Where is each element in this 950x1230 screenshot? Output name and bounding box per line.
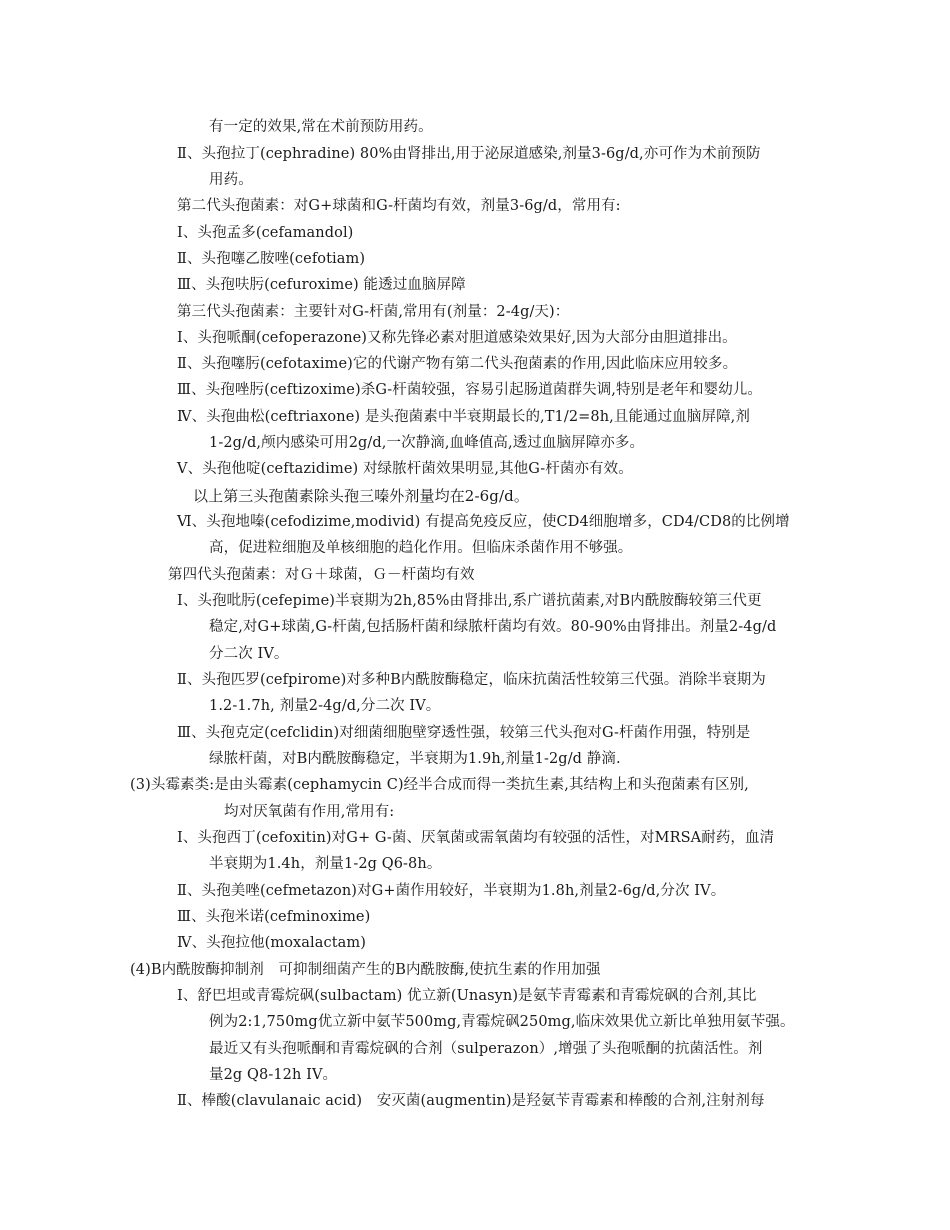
text-line: Ⅱ、头孢美唑(cefmetazon)对G+菌作用较好，半衰期为1.8h,剂量2-6g/d,分次 IV。 [177,883,726,899]
text-line: 稳定,对G+球菌,G-杆菌,包括肠杆菌和绿脓杆菌均有效。80-90%由肾排出。剂量2-4g/d [209,619,777,635]
text-line: 分二次 IV。 [209,646,289,662]
text-line: 1.2-1.7h, 剂量2-4g/d,分二次 IV。 [209,698,441,714]
text-line: Ⅵ、头孢地嗪(cefodizime,modivid) 有提高免疫反应，使CD4细胞增多，CD4/CD8的比例增 [177,514,790,530]
text-line: 有一定的效果,常在术前预防用药。 [209,119,433,135]
text-line: Ⅰ、头孢西丁(cefoxitin)对G+ G-菌、厌氧菌或需氧菌均有较强的活性，对MRSA耐药，血清 [177,830,775,846]
text-line: (3)头霉素类:是由头霉素(cephamycin C)经半合成而得一类抗生素,其结构上和头孢菌素有区别, [130,777,749,793]
text-line: 第四代头孢菌素：对Ｇ＋球菌，Ｇ－杆菌均有效 [168,567,475,583]
text-line: Ⅲ、头孢唑肟(ceftizoxime)杀G-杆菌较强，容易引起肠道菌群失调,特别是老年和婴幼儿。 [177,382,763,398]
text-line: Ⅴ、头孢他啶(ceftazidime) 对绿脓杆菌效果明显,其他G-杆菌亦有效。 [177,461,633,477]
text-line: Ⅰ、头孢吡肟(cefepime)半衰期为2h,85%由肾排出,系广谱抗菌素,对B内酰胺酶较第三代更 [177,593,762,609]
text-line: Ⅱ、头孢拉丁(cephradine) 80%由肾排出,用于泌尿道感染,剂量3-6g/d,亦可作为术前预防 [177,146,761,162]
text-line: 第二代头孢菌素：对G+球菌和G-杆菌均有效，剂量3-6g/d，常用有: [177,198,621,214]
text-line: 用药。 [209,172,253,188]
text-line: 高，促进粒细胞及单核细胞的趋化作用。但临床杀菌作用不够强。 [209,540,633,556]
text-line: 最近又有头孢哌酮和青霉烷砜的合剂（sulperazon）,增强了头孢哌酮的抗菌活性。剂 [209,1041,763,1057]
text-line: 均对厌氧菌有作用,常用有: [224,804,395,820]
text-line: 量2g Q8-12h IV。 [209,1067,338,1083]
text-line: Ⅱ、头孢噻肟(cefotaxime)它的代谢产物有第二代头孢菌素的作用,因此临床应用较多。 [177,356,738,372]
text-line: 绿脓杆菌，对B内酰胺酶稳定，半衰期为1.9h,剂量1-2g/d 静滴. [209,751,621,767]
text-line: Ⅳ、头孢曲松(ceftriaxone) 是头孢菌素中半衰期最长的,T1/2=8h,且能通过血脑屏障,剂 [177,409,750,425]
text-line: Ⅰ、头孢孟多(cefamandol) [177,225,354,241]
text-line: 第三代头孢菌素：主要针对G-杆菌,常用有(剂量：2-4g/天)： [177,304,570,320]
text-line: 以上第三头孢菌素除头孢三嗪外剂量均在2-6g/d。 [193,487,529,505]
text-line: 半衰期为1.4h，剂量1-2g Q6-8h。 [209,856,442,872]
text-line: Ⅱ、头孢匹罗(cefpirome)对多种B内酰胺酶稳定，临床抗菌活性较第三代强。消除半衰期为 [177,672,766,688]
text-line: 1-2g/d,颅内感染可用2g/d,一次静滴,血峰值高,透过血脑屏障亦多。 [209,435,645,451]
text-line: Ⅲ、头孢米诺(cefminoxime) [177,909,371,925]
text-line: 例为2:1,750mg优立新中氨苄500mg,青霉烷砜250mg,临床效果优立新比单独用氨苄强。 [209,1014,795,1030]
text-line: (4)B内酰胺酶抑制剂 可抑制细菌产生的B内酰胺酶,使抗生素的作用加强 [130,962,601,978]
text-line: Ⅲ、头孢克定(cefclidin)对细菌细胞壁穿透性强，较第三代头孢对G-杆菌作用强，特别是 [177,725,751,741]
text-line: Ⅰ、头孢哌酮(cefoperazone)又称先锋必素对胆道感染效果好,因为大部分由胆道排出。 [177,330,737,346]
text-line: Ⅱ、头孢噻乙胺唑(cefotiam) [177,251,366,267]
text-line: Ⅱ、棒酸(clavulanaic acid) 安灭菌(augmentin)是羟氨苄青霉素和棒酸的合剂,注射剂每 [177,1093,765,1109]
text-line: Ⅳ、头孢拉他(moxalactam) [177,935,367,951]
text-line: Ⅰ、舒巴坦或青霉烷砜(sulbactam) 优立新(Unasyn)是氨苄青霉素和青霉烷砜的合剂,其比 [177,988,757,1004]
text-line: Ⅲ、头孢呋肟(cefuroxime) 能透过血脑屏障 [177,277,466,293]
